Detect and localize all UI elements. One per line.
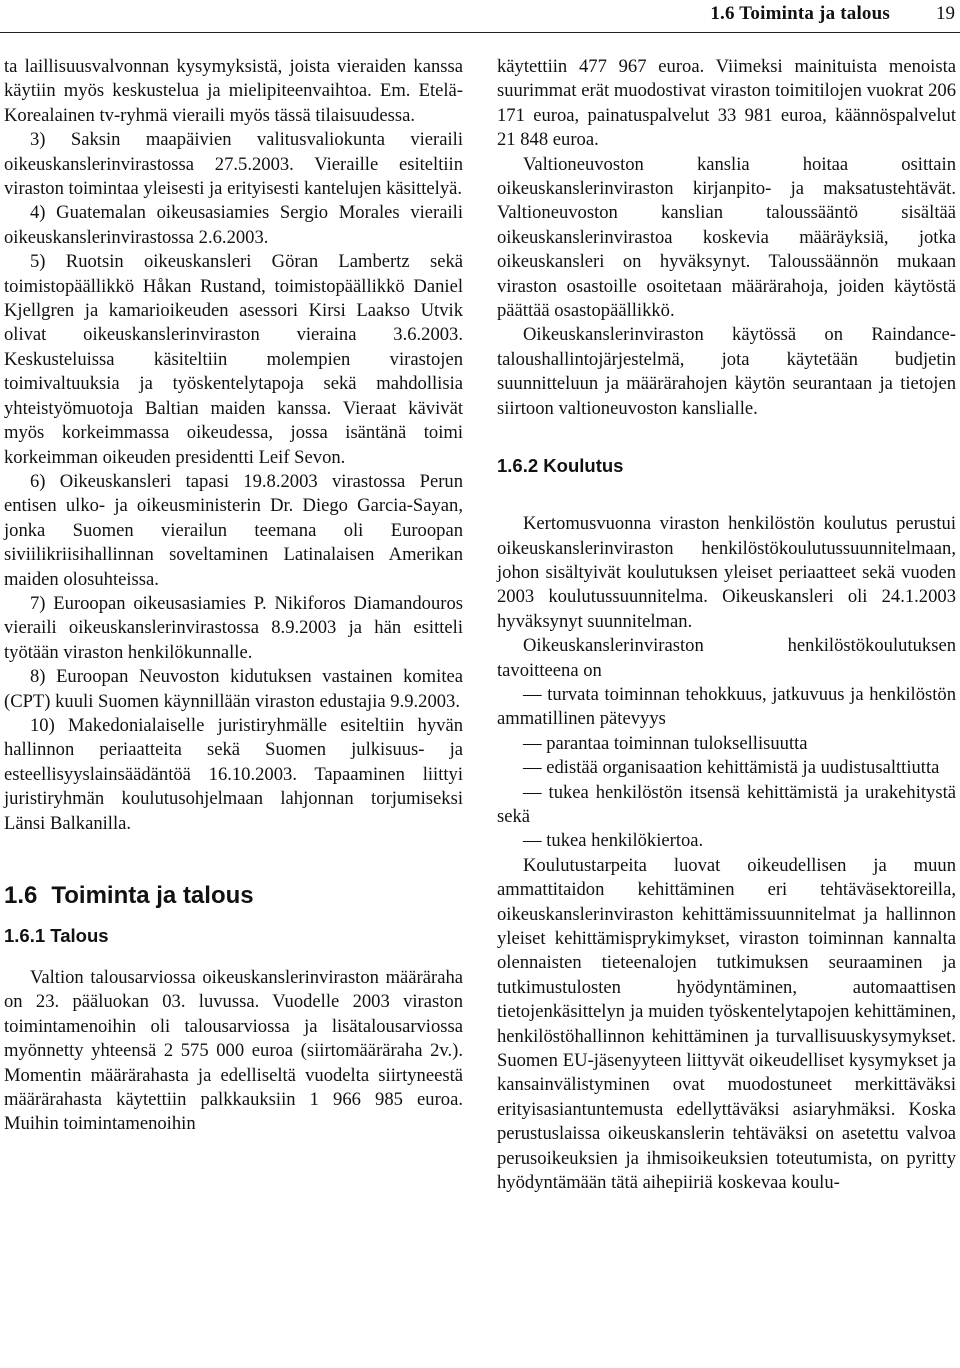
section-number: 1.6 xyxy=(4,882,38,909)
visit-item-3: 3) Saksin maapäivien valitusvaliokunta vieraili oikeuskanslerinvirastossa 27.5.2003. Vieraille esiteltiin viraston toimintaa yleisesti ja erityisesti kantelujen käsittelyä. xyxy=(4,129,463,200)
visit-item-10: 10) Makedonialaiselle juristiryhmälle esiteltiin hyvän hallinnon periaatteita sekä Suomen julkisuus- ja esteellisyyslainsäädäntöä 16.10.2003. Tapaaminen liittyi juristiryhmän koulutusohjelmaan lahjonnan torjumiseksi Länsi Balkanilla. xyxy=(4,714,463,834)
visit-item-4: 4) Guatemalan oikeusasiamies Sergio Morales vieraili oikeuskanslerinvirastossa 2.6.2003. xyxy=(4,202,463,248)
subsection-heading-talous: 1.6.1 Talous xyxy=(4,925,109,946)
goal-item: — parantaa toiminnan tuloksellisuutta xyxy=(523,732,808,754)
goal-item: — tukea henkilöstön itsensä kehittämistä ja urakehitystä sekä xyxy=(497,781,956,827)
left-column xyxy=(4,55,463,1137)
section-title: Toiminta ja talous xyxy=(51,882,254,909)
goal-item: — tukea henkilökiertoa. xyxy=(523,830,704,852)
visit-item-5: 5) Ruotsin oikeuskansleri Göran Lambertz sekä toimistopäällikkö Håkan Rustand, toimistopäällikkö Daniel Kjellgren ja kamarioikeuden asessori Kirsi Laakso Utvik olivat oikeuskanslerinviraston vieraina 3.6.2003. Keskusteluissa käsiteltiin molempien virastojen toimivaltuuksia ja työskentelytapoja sekä mahdollisia yhteistyömuotoja Baltian maiden kanssa. Vieraat kävivät myös korkeimmassa oikeudessa, jossa isäntänä toimi korkeimman oikeuden presidentti Leif Sevon. xyxy=(4,251,463,468)
talous-paragraph: Valtion talousarviossa oikeuskanslerinviraston määräraha on 23. pääluokan 03. luvussa. Vuodelle 2003 viraston toimintamenoihin oli talousarviossa ja lisätalousarviossa myönnetty yhteensä 2 575 000 euroa (siirtomääräraha 2v.). Momentin määrärahasta ja edelliseltä vuodelta siirtyneestä määrärahasta käytettiin palkkauksiin 1 966 985 euroa. Muihin toimintamenoihin xyxy=(4,967,463,1135)
right-column xyxy=(497,55,956,1195)
page-number: 19 xyxy=(936,3,955,24)
running-title: 1.6 Toiminta ja talous xyxy=(710,3,890,24)
paragraph-kirjanpito: Valtioneuvoston kanslia hoitaa osittain oikeuskanslerinviraston kirjanpito- ja maksatustehtävät. Valtioneuvoston kanslian taloussääntö sisältää oikeuskanslerinvirastoa koskevia määräyksiä, jotka oikeuskansleri on hyväksynyt. Taloussäännön mukaan viraston osastoille osoitetaan määrärahoja, joiden käytöstä päättää osastopäällikkö. xyxy=(497,153,956,322)
visit-item-7: 7) Euroopan oikeusasiamies P. Nikiforos Diamandouros vieraili oikeuskanslerinvirastossa 8.9.2003 ja hän esitteli työtään viraston henkilökunnalle. xyxy=(4,592,463,663)
closing-paragraph: Koulutustarpeita luovat oikeudellisen ja muun ammattitaidon kehittäminen eri tehtäväsektoreilla, oikeuskanslerinviraston kehittämissuunnitelmat ja hallinnon yleiset kehittämisprykimykset, viraston toiminnan kannalta olennaisten tieteenalojen tutkimuksen seuraaminen ja tutkimustulosten hyödyntäminen, automaattisen tietojenkäsittelyn ja muiden työskentelytapojen kehittäminen, henkilöstöhallinnon kehittäminen ja turvallisuuskysymykset. Suomen EU-jäsenyyteen liittyvät oikeudelliset kysymykset ja kansainvälistyminen ovat muodostuneet merkittäväksi erityisasiantuntemusta edellyttäväksi asiaryhmäksi. Koska perustuslaissa oikeuskanslerin tehtäväksi on asetettu valvoa perusoikeuksien ja ihmisoikeuksien toteutumista, on pyritty hyödyntämään tätä aihepiiriä koskevaa koulu- xyxy=(497,854,956,1194)
subsection-heading-koulutus: 1.6.2 Koulutus xyxy=(497,455,624,477)
paragraph-raindance: Oikeuskanslerinviraston käytössä on Raindance- taloushallintojärjestelmä, jota käytetään budjetin suunnitteluun ja määrärahojen käytön seurantaan ja tietojen siirtoon valtioneuvoston kanslialle. xyxy=(497,324,956,419)
koulutus-intro-paragraph: Kertomusvuonna viraston henkilöstön koulutus perustui oikeuskanslerinviraston henkilöstökoulutussuunnitelmaan, johon sisältyivät koulutuksen yleiset periaatteet sekä vuoden 2003 koulutussuunnitelma. Oikeuskansleri oli 24.1.2003 hyväksynyt suunnitelman. xyxy=(497,513,956,632)
continuation-paragraph-right: käytettiin 477 967 euroa. Viimeksi mainituista menoista suurimmat erät muodostivat viraston toimitilojen vuokrat 206 171 euroa, painatuspalvelut 33 981 euroa, käännöspalvelut 21 848 euroa. xyxy=(497,56,956,151)
visit-item-8: 8) Euroopan Neuvoston kidutuksen vastainen komitea (CPT) kuuli Suomen käynnillään viraston edustajia 9.9.2003. xyxy=(4,666,463,712)
running-header xyxy=(0,0,960,33)
goal-intro-paragraph: Oikeuskanslerinviraston henkilöstökoulutuksen tavoitteena on xyxy=(497,635,956,681)
goal-item: — turvata toiminnan tehokkuus, jatkuvuus ja henkilöstön ammatillinen pätevyys xyxy=(497,683,956,730)
visit-item-6: 6) Oikeuskansleri tapasi 19.8.2003 virastossa Perun entisen ulko- ja oikeusministerin Dr. Diego Garcia-Sayan, jonka Suomen vierailun teemana oli Euroopan siviilikriisihallinnan soveltaminen Latinalaisen Amerikan maiden olosuhteissa. xyxy=(4,470,463,590)
section-heading xyxy=(4,882,463,910)
goal-item: — edistää organisaation kehittämistä ja uudistusalttiutta xyxy=(523,757,940,779)
continuation-paragraph: ta laillisuusvalvonnan kysymyksistä, joista vieraiden kanssa käytiin myös keskustelua ja mielipiteenvaihtoa. Em. Etelä-Korealainen tv-ryhmä vieraili myös tässä tilaisuudessa. xyxy=(4,56,463,126)
